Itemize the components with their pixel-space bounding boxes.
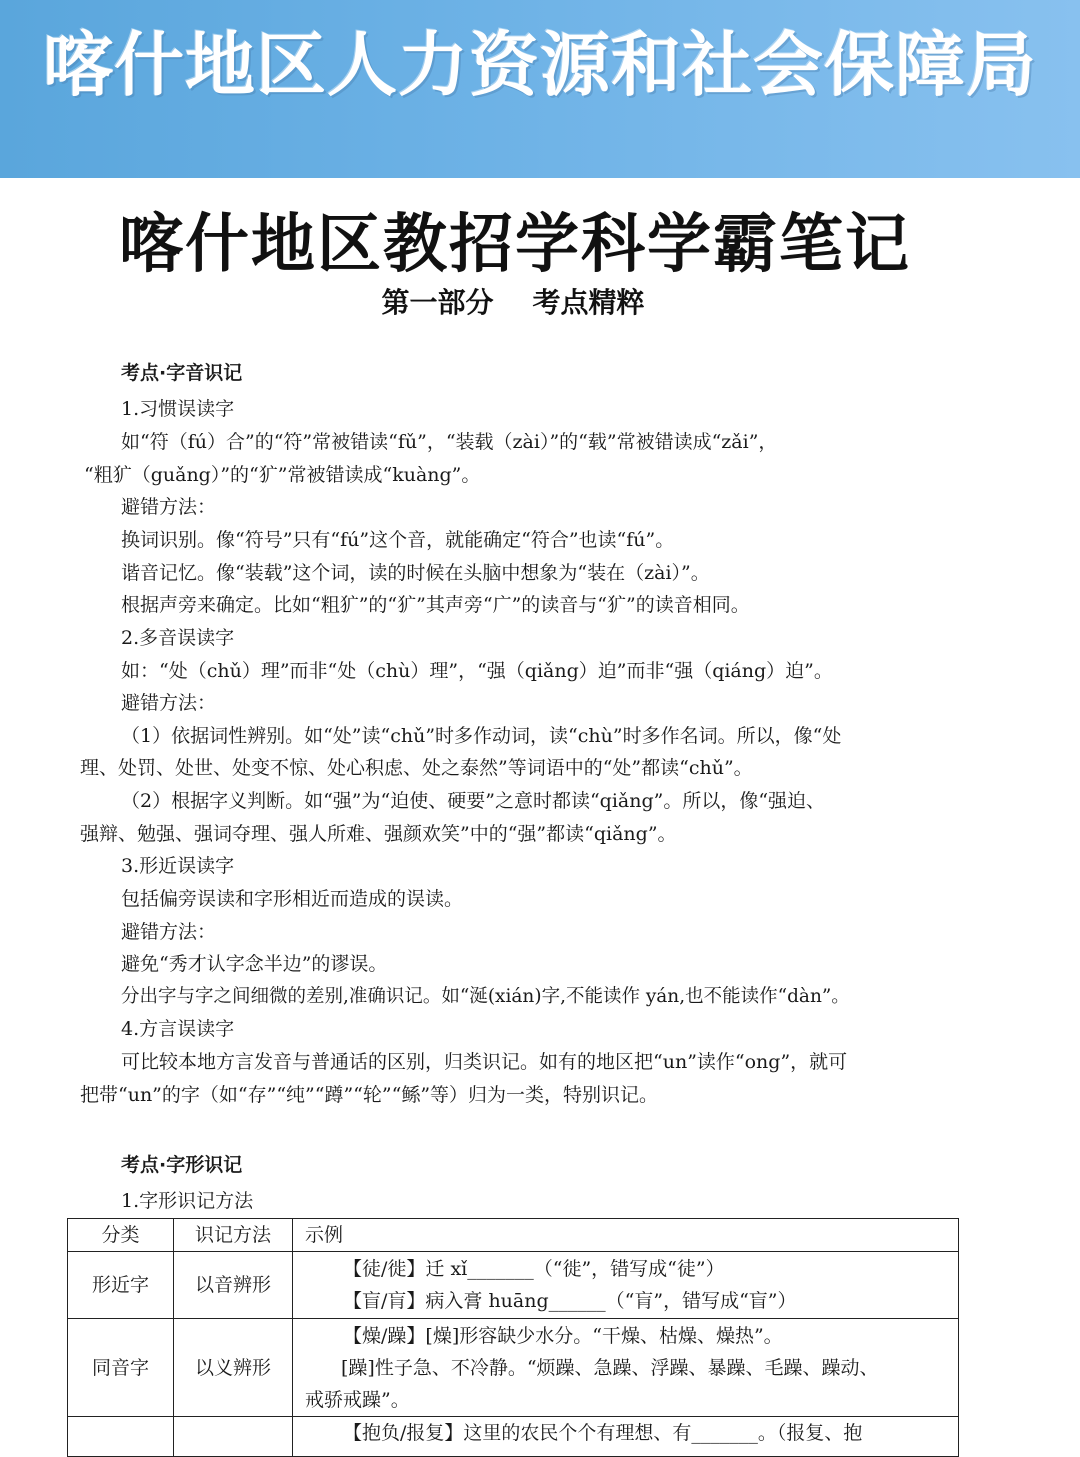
body-line: 3.形近误读字 [121, 855, 235, 877]
example-line: 【盲/肓】病入膏 huāng______（“肓”，错写成“盲”） [343, 1290, 797, 1312]
section-heading-pronunciation: 考点·字音识记 [121, 362, 243, 384]
document-subtitle: 第一部分 考点精粹 [381, 286, 645, 319]
body-line: 避错方法： [121, 496, 217, 518]
body-line: 避错方法： [121, 921, 217, 943]
table-cell-examples [293, 1417, 959, 1457]
table-cell-examples [293, 1252, 959, 1319]
example-line: [躁]性子急、不冷静。“烦躁、急躁、浮躁、暴躁、毛躁、躁动、 [341, 1356, 879, 1379]
body-line: 避错方法： [121, 692, 217, 714]
table-header-cell: 识记方法 [174, 1219, 293, 1252]
body-line: 4.方言误读字 [121, 1018, 235, 1040]
table-cell-method [174, 1417, 293, 1457]
document-title: 喀什地区教招学科学霸笔记 [119, 208, 911, 282]
body-line: 1.习惯误读字 [121, 398, 235, 420]
example-line: 【燥/躁】[燥]形容缺少水分。“干燥、枯燥、燥热”。 [343, 1324, 783, 1347]
body-line: 谐音记忆。像“装载”这个词，读的时候在头脑中想象为“装在（zài）”。 [121, 562, 710, 584]
table-cell-method: 以义辨形 [174, 1319, 293, 1417]
body-line: 根据声旁来确定。比如“粗犷”的“犷”其声旁“广”的读音与“犷”的读音相同。 [121, 594, 750, 616]
body-line: （1）依据词性辨别。如“处”读“chǔ”时多作动词，读“chù”时多作名词。所以，像“处 [121, 725, 842, 747]
example-line: 【徒/徙】迁 xǐ_______（“徙”，错写成“徒”） [343, 1258, 725, 1280]
table-row [68, 1319, 959, 1417]
table-row [68, 1252, 959, 1319]
body-line: 换词识别。像“符号”只有“fú”这个音，就能确定“符合”也读“fú”。 [121, 529, 675, 551]
section-heading-character-form: 考点·字形识记 [121, 1154, 243, 1176]
body-line: 可比较本地方言发音与普通话的区别，归类识记。如有的地区把“un”读作“ong”，就可 [121, 1051, 848, 1073]
table-header-cell: 示例 [293, 1219, 959, 1252]
body-line: 如“符（fú）合”的“符”常被错读“fǔ”，“装载（zài）”的“载”常被错读成“zǎi”， [121, 431, 778, 453]
body-line: 包括偏旁误读和字形相近而造成的误读。 [121, 888, 464, 910]
body-line: 1.字形识记方法 [121, 1190, 254, 1212]
table-cell-category: 形近字 [68, 1252, 174, 1319]
table-cell-method: 以音辨形 [174, 1252, 293, 1319]
example-line: 戒骄戒躁”。 [305, 1388, 410, 1411]
character-form-table [67, 1218, 959, 1457]
table-header-row [68, 1219, 959, 1252]
banner-title: 喀什地区人力资源和社会保障局 [43, 24, 1037, 106]
body-line: 强辩、勉强、强词夺理、强人所难、强颜欢笑”中的“强”都读“qiǎng”。 [80, 823, 677, 845]
table-cell-category [68, 1417, 174, 1457]
table-row [68, 1417, 959, 1457]
table-cell-category: 同音字 [68, 1319, 174, 1417]
body-line: “粗犷（guǎng）”的“犷”常被错读成“kuàng”。 [84, 464, 481, 486]
body-line: 如：“处（chǔ）理”而非“处（chù）理”，“强（qiǎng）迫”而非“强（qiáng）迫”。 [121, 660, 833, 682]
body-line: 2.多音误读字 [121, 627, 235, 649]
example-line: 【抱负/报复】这里的农民个个有理想、有_______。（报复、抱 [343, 1422, 863, 1444]
body-line: 避免“秀才认字念半边”的谬误。 [121, 953, 388, 975]
header-banner [0, 0, 1080, 178]
body-line: 分出字与字之间细微的差别,准确识记。如“涎(xián)字,不能读作 yán,也不能读作“dàn”。 [121, 986, 850, 1007]
table-cell-examples [293, 1319, 959, 1417]
body-line: （2）根据字义判断。如“强”为“迫使、硬要”之意时都读“qiǎng”。所以，像“强迫、 [121, 790, 826, 812]
body-line: 把带“un”的字（如“存”“纯”“蹲”“轮”“鲧”等）归为一类，特别识记。 [80, 1084, 659, 1106]
table-header-cell: 分类 [68, 1219, 174, 1252]
body-line: 理、处罚、处世、处变不惊、处心积虑、处之泰然”等词语中的“处”都读“chǔ”。 [80, 757, 753, 779]
